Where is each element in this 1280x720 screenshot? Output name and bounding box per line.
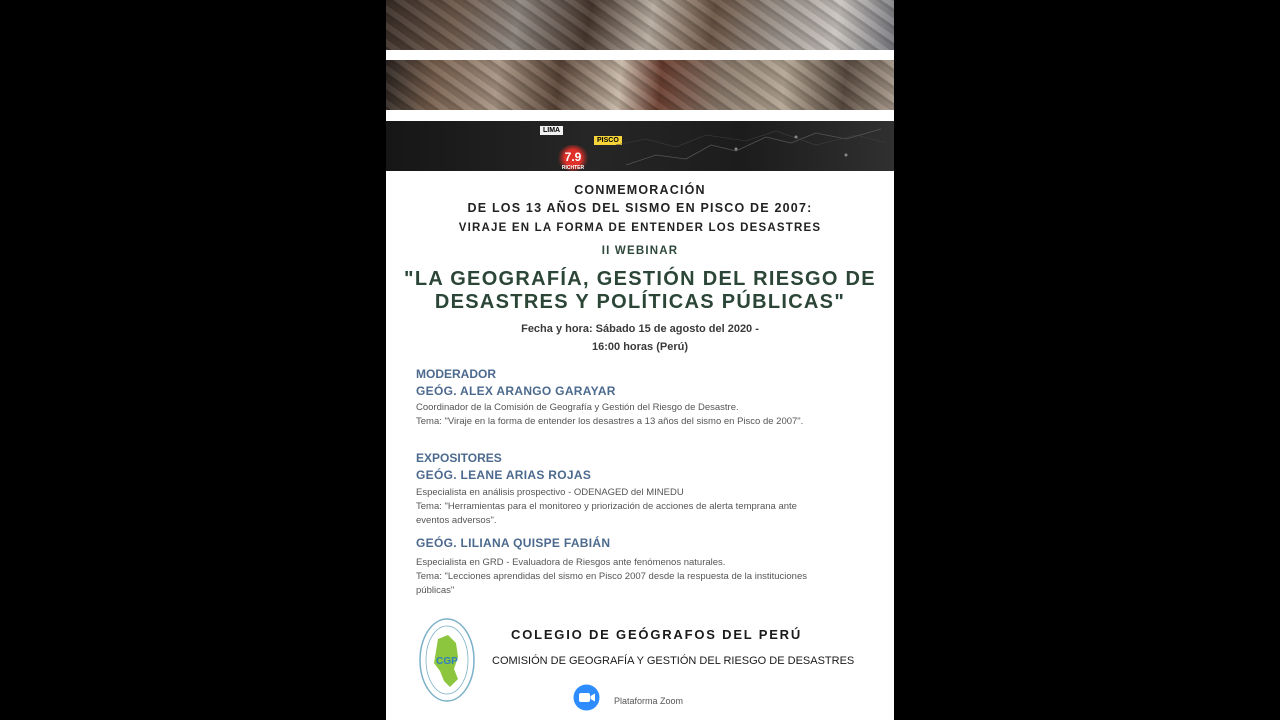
- event-title-line-1: "LA GEOGRAFÍA, GESTIÓN DEL RIESGO DE: [404, 268, 876, 290]
- header-line-3: VIRAJE EN LA FORMA DE ENTENDER LOS DESASTRES: [458, 222, 822, 234]
- speaker-1-description-2: Tema: "Herramientas para el monitoreo y priorización de acciones de alerta temprana ante: [416, 501, 797, 512]
- webinar-label: II WEBINAR: [601, 245, 679, 257]
- earthquake-epicenter-marker: [557, 145, 589, 171]
- magnitude-unit: RICHTER: [561, 165, 585, 171]
- earthquake-damage-photo-2: [386, 60, 894, 110]
- moderator-description-2: Tema: "Viraje en la forma de entender los desastres a 13 años del sismo en Pisco de 2007".: [416, 416, 804, 427]
- speaker-1-description-3: eventos adversos".: [416, 515, 497, 526]
- event-date-line-1: Fecha y hora: Sábado 15 de agosto del 2020 -: [521, 323, 759, 335]
- speaker-2-name: GEÓG. LILIANA QUISPE FABIÁN: [416, 536, 611, 550]
- logo-initials: CGP: [436, 656, 458, 667]
- earthquake-map-banner: [386, 121, 894, 171]
- colegio-geografos-logo: [418, 617, 476, 703]
- organization-subtitle: COMISIÓN DE GEOGRAFÍA Y GESTIÓN DEL RIESGO DE DESASTRES: [492, 655, 855, 667]
- moderator-label: MODERADOR: [416, 367, 496, 381]
- seismic-map-graphic: [616, 125, 886, 169]
- speaker-1-description-1: Especialista en análisis prospectivo - ODENAGED del MINEDU: [416, 487, 684, 498]
- speakers-label: EXPOSITORES: [416, 451, 502, 465]
- organization-title: COLEGIO DE GEÓGRAFOS DEL PERÚ: [511, 627, 803, 642]
- speaker-2-description-1: Especialista en GRD - Evaluadora de Riesgos ante fenómenos naturales.: [416, 557, 726, 568]
- header-line-2: DE LOS 13 AÑOS DEL SISMO EN PISCO DE 2007:: [467, 201, 813, 215]
- platform-label: Plataforma Zoom: [614, 696, 684, 706]
- moderator-description-1: Coordinador de la Comisión de Geografía y Gestión del Riesgo de Desastre.: [416, 402, 739, 413]
- event-poster: [386, 0, 894, 720]
- moderator-name: GEÓG. ALEX ARANGO GARAYAR: [416, 384, 616, 398]
- header-line-1: CONMEMORACIÓN: [574, 183, 706, 197]
- map-label-lima: LIMA: [540, 126, 563, 135]
- speaker-2-description-3: públicas": [416, 585, 455, 596]
- event-date-line-2: 16:00 horas (Perú): [592, 341, 688, 353]
- event-title-line-2: DESASTRES Y POLÍTICAS PÚBLICAS": [434, 291, 846, 313]
- map-label-pisco: PISCO: [594, 136, 622, 145]
- zoom-video-icon: [573, 684, 600, 711]
- magnitude-value: 7.9: [564, 150, 582, 164]
- earthquake-damage-photo-1: [386, 0, 894, 50]
- speaker-2-description-2: Tema: "Lecciones aprendidas del sismo en Pisco 2007 desde la respuesta de la instituciones: [416, 571, 807, 582]
- speaker-1-name: GEÓG. LEANE ARIAS ROJAS: [416, 468, 592, 482]
